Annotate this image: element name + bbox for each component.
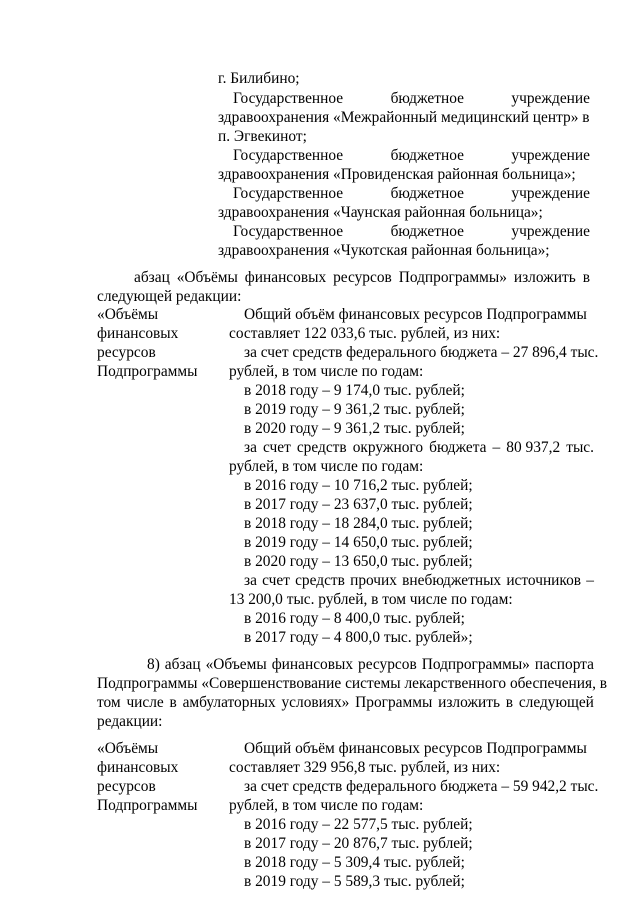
word: за [244,572,257,589]
text-line: составляет 329 956,8 тыс. рублей, из них: [229,759,501,776]
word: средств [296,439,347,456]
text-line: Общий объём финансовых ресурсов Подпрограммы [244,306,587,323]
text-line: здравоохранения «Межрайонный медицинский центр» в [218,109,590,126]
word: счет [262,572,290,589]
text-line [244,438,594,457]
text-line: п. Эгвекинот; [218,128,307,145]
text-line: в 2019 году – 9 361,2 тыс. рублей; [244,401,465,418]
word: учреждение [511,147,590,164]
label-line: ресурсов [97,344,156,361]
word: в [582,269,590,286]
label-line: Подпрограммы [97,797,198,814]
word: бюджетное [390,90,464,107]
word: – [586,572,594,589]
label-line: Подпрограммы [97,363,198,380]
text-line: в 2017 году – 20 876,7 тыс. рублей; [244,835,473,852]
word: бюджетное [390,147,464,164]
word: 80 937,2 [506,439,561,456]
word: 8) [147,656,160,673]
text-line [233,184,590,203]
word: источников [506,572,582,589]
word: Подпрограммы» [398,269,507,286]
text-line [134,268,590,287]
text-line: в 2016 году – 22 577,5 тыс. рублей; [244,816,473,833]
text-line: в 2017 году – 4 800,0 тыс. рублей»; [244,629,473,646]
text-line [233,89,590,108]
text-line: в 2018 году – 5 309,4 тыс. рублей; [244,854,465,871]
word: Государственное [233,223,344,240]
word: финансовых [271,656,354,673]
word: Государственное [233,185,344,202]
text-line: здравоохранения «Чукотская районная больница»; [218,242,550,259]
text-line: редакции: [97,713,163,730]
word: «Объёмы [176,269,238,286]
text-line: 13 200,0 тыс. рублей, в том числе по годам: [229,591,513,608]
text-line: в 2017 году – 23 637,0 тыс. рублей; [244,496,473,513]
text-line [147,655,594,674]
text-line: Подпрограммы «Совершенствование системы лекарственного обеспечения, в [97,675,608,692]
word: финансовых [244,269,327,286]
text-line [233,222,590,241]
word: паспорта [534,656,594,673]
word: бюджетное [390,223,464,240]
word: изложить [513,269,576,286]
word: абзац [134,269,170,286]
word: бюджета [429,439,487,456]
text-line: составляет 122 033,6 тыс. рублей, из них: [229,325,501,342]
word: ресурсов [333,269,392,286]
text-line: в 2019 году – 5 589,3 тыс. рублей; [244,873,465,890]
word: учреждение [511,90,590,107]
text-line: за счет средств федерального бюджета – 27 896,4 тыс. [244,344,599,361]
word: в [505,694,514,711]
text-line: г. Билибино; [218,70,300,87]
text-line: здравоохранения «Провиденская районная больница»; [218,166,576,183]
text-line: в 2019 году – 14 650,0 тыс. рублей; [244,534,473,551]
word: средств [295,572,345,589]
text-line [233,146,590,165]
word: том [97,694,121,711]
word: абзац [164,656,201,673]
word: «Объемы [205,656,267,673]
word: Государственное [233,147,344,164]
word: тыс. [566,439,594,456]
word: изложить [438,694,501,711]
text-line: за счет средств федерального бюджета – 59 942,2 тыс. [244,778,599,795]
word: внебюджетных [402,572,502,589]
text-line: в 2020 году – 13 650,0 тыс. рублей; [244,553,473,570]
text-line: в 2018 году – 9 174,0 тыс. рублей; [244,382,465,399]
word: числе [126,694,164,711]
text-line [97,693,594,712]
text-line: в 2016 году – 10 716,2 тыс. рублей; [244,477,473,494]
text-line: здравоохранения «Чаунская районная больница»; [218,204,543,221]
word: учреждение [511,185,590,202]
text-line [244,571,594,590]
text-line: Общий объём финансовых ресурсов Подпрограммы [244,740,587,757]
label-line: «Объёмы [97,740,159,757]
word: учреждение [511,223,590,240]
word: за [244,439,257,456]
word: Программы [355,694,433,711]
word: прочих [350,572,397,589]
word: ресурсов [358,656,417,673]
label-line: финансовых [97,759,179,776]
text-line: в 2016 году – 8 400,0 тыс. рублей; [244,610,465,627]
word: окружного [352,439,424,456]
text-line: следующей редакции: [97,288,242,305]
text-line: рублей, в том числе по годам: [229,363,424,380]
text-line: рублей, в том числе по годам: [229,458,424,475]
word: следующей [518,694,594,711]
text-line: рублей, в том числе по годам: [229,797,424,814]
label-line: ресурсов [97,778,156,795]
text-line: в 2020 году – 9 361,2 тыс. рублей; [244,420,465,437]
word: в [169,694,177,711]
word: амбулаторных [182,694,276,711]
text-line: в 2018 году – 18 284,0 тыс. рублей; [244,515,473,532]
word: Подпрограммы» [421,656,530,673]
word: Государственное [233,90,344,107]
label-line: финансовых [97,325,179,342]
word: счет [262,439,291,456]
word: – [492,439,501,456]
word: бюджетное [390,185,464,202]
word: условиях» [281,694,350,711]
label-line: «Объёмы [97,306,159,323]
